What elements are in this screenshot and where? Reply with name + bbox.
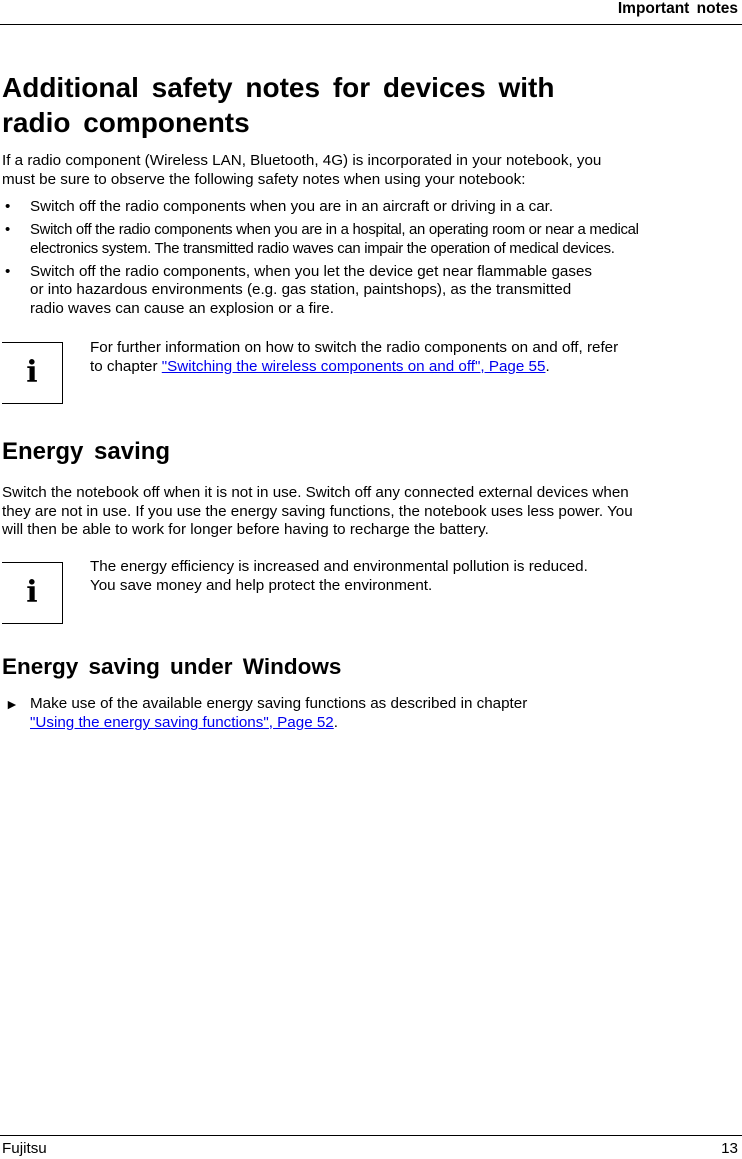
energy-paragraph [2, 484, 740, 540]
wireless-components-link[interactable]: "Switching the wireless components on and off", Page 55 [161, 357, 546, 375]
section-title-line: Additional safety notes for devices with [2, 72, 555, 103]
info-note-box [2, 342, 63, 404]
action-arrow-icon: ► [5, 696, 19, 712]
list-item-text: electronics system. The transmitted radio waves can impair the operation of medical devices. [30, 240, 615, 257]
info-note-box [2, 562, 63, 624]
info-icon: i [26, 575, 38, 610]
info-note-line [90, 358, 618, 377]
info-icon: i [26, 355, 38, 390]
bullet-icon: • [5, 198, 11, 215]
page-number: 13 [721, 1140, 738, 1157]
action-step-text: Make use of the available energy saving functions as described in chapter [30, 695, 528, 712]
section-title-safety-notes [2, 70, 554, 140]
list-item-text: Switch off the radio components, when you let the device get near flammable gases [30, 262, 592, 280]
info-note-line: You save money and help protect the environment. [90, 576, 433, 594]
list-item-text: or into hazardous environments (e.g. gas station, paintshops), as the transmitted [30, 281, 572, 298]
list-item-text: Switch off the radio components when you are in an aircraft or driving in a car. [30, 198, 554, 215]
page-header-title: Important notes [617, 0, 738, 17]
paragraph-line: will then be able to work for longer before having to recharge the battery. [2, 521, 489, 538]
bullet-icon: • [5, 222, 10, 238]
info-note-text [90, 339, 618, 376]
paragraph-line: must be sure to observe the following safety notes when using your notebook: [2, 170, 526, 188]
action-step-suffix: . [333, 713, 338, 731]
action-step [2, 695, 740, 732]
list-item-text: radio waves can cause an explosion or a fire. [30, 299, 334, 317]
list-item [2, 263, 740, 319]
energy-saving-functions-link[interactable]: "Using the energy saving functions", Page 52 [30, 713, 334, 731]
paragraph-line: If a radio component (Wireless LAN, Bluetooth, 4G) is incorporated in your notebook, you [2, 152, 602, 169]
paragraph-line: Switch the notebook off when it is not in use. Switch off any connected external devices when [2, 484, 629, 501]
info-note-suffix: . [545, 357, 550, 375]
info-note-line: For further information on how to switch the radio components on and off, refer [90, 339, 619, 356]
section-title-energy-saving-windows: Energy saving under Windows [2, 654, 342, 679]
info-note-prefix: to chapter [90, 357, 162, 375]
list-item-text: Switch off the radio components when you are in a hospital, an operating room or near a medical [30, 222, 639, 238]
intro-paragraph [2, 152, 740, 189]
header-divider [0, 24, 742, 25]
section-title-energy-saving: Energy saving [2, 438, 171, 465]
bullet-icon: • [5, 262, 11, 280]
paragraph-line: they are not in use. If you use the energy saving functions, the notebook uses less power. You [2, 502, 633, 520]
action-step-line [30, 714, 740, 733]
info-note-line: The energy efficiency is increased and environmental pollution is reduced. [90, 558, 588, 575]
footer-divider [0, 1135, 742, 1136]
footer-brand: Fujitsu [2, 1140, 47, 1157]
section-title-line: radio components [2, 107, 250, 138]
list-item [2, 221, 740, 258]
list-item [2, 198, 740, 217]
safety-bullet-list [2, 198, 740, 323]
info-note-text [90, 558, 588, 595]
